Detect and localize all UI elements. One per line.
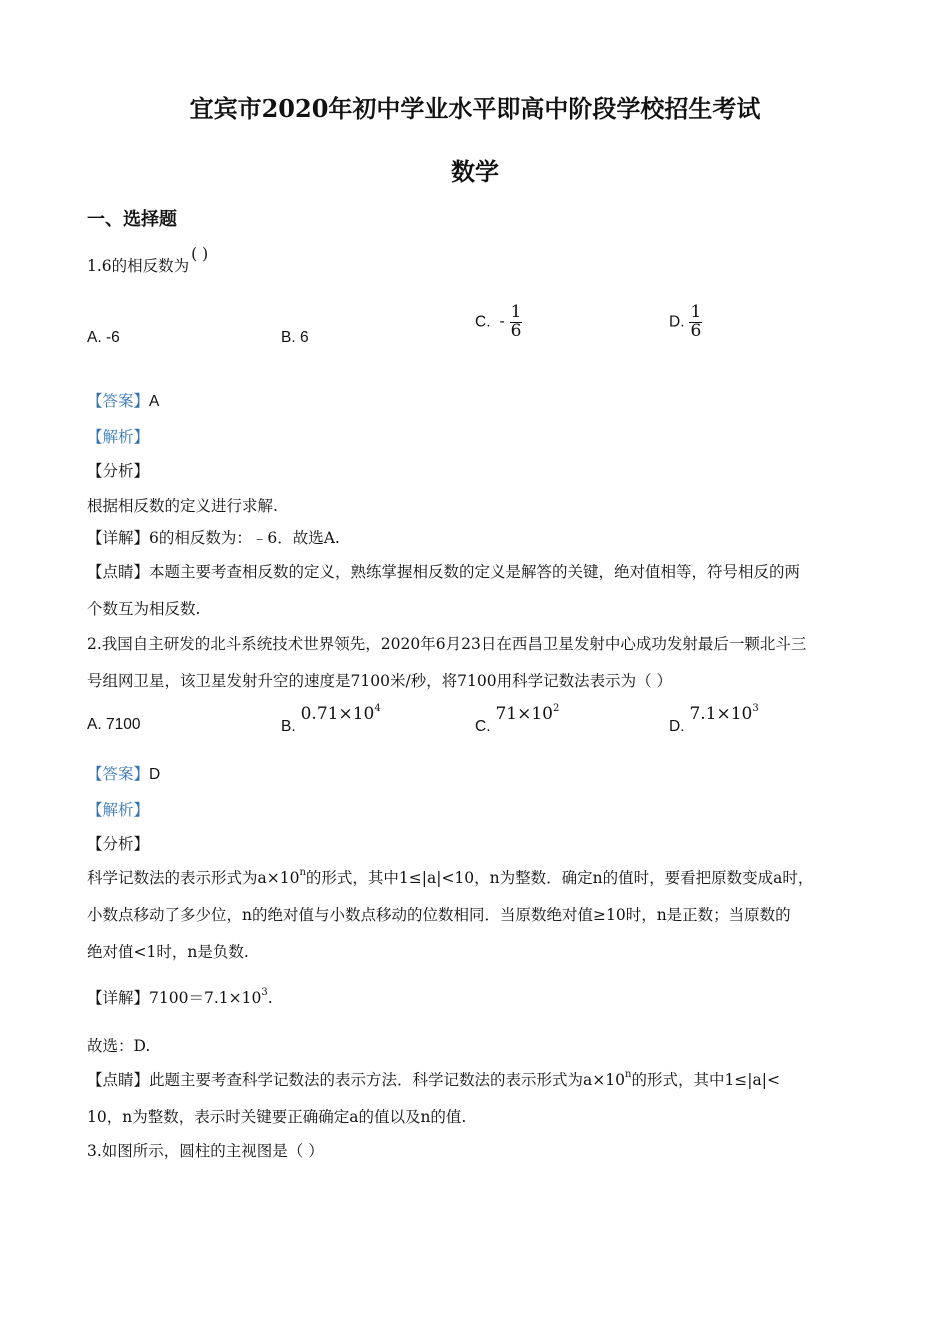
fraction: $\frac{1}{6}$ [690,302,702,341]
section-heading: 一、选择题 [87,209,177,230]
q2-option-d: D. $7.1\times 10^3$ [669,703,759,735]
q2-stem-line2: 号组网卫星，该卫星发射升空的速度是7100米/秒，将7100用科学记数法表示为（ ） [87,672,673,690]
q2-option-c: C. $71\times 10^2$ [475,703,560,735]
doc-title: 宜宾市2020年初中学业水平即高中阶段学校招生考试 [189,94,761,123]
q2-conclusion: 故选：D. [87,1037,151,1055]
q1-dianjing: 【点睛】本题主要考查相反数的定义，熟练掌握相反数的定义是解答的关键，绝对值相等，符号相反的两 [87,563,801,581]
q1-option-a: A. -6 [87,329,120,346]
q1-fenxi-tag: 【分析】 [87,462,150,480]
q1-answer: 【答案】A [87,392,160,410]
q2-fenxi-tag: 【分析】 [87,835,150,853]
q2-stem-line1: 2.我国自主研发的北斗系统技术世界领先，2020年6月23日在西昌卫星发射中心成功发射最后一颗北斗三 [87,635,807,653]
q2-jiexi-tag: 【解析】 [87,801,150,819]
q2-dianjing-cont: 10，n为整数，表示时关键要正确确定a的值以及n的值. [87,1108,467,1126]
q2-option-b: B. $0.71\times 10^4$ [281,703,381,735]
q2-detail: 【详解】$7100=7.1\times 10^3$. [87,987,273,1007]
q2-option-a: A. 7100 [87,716,141,733]
q2-fenxi-line3: 绝对值<1时，n是负数. [87,943,249,961]
q1-stem: 1.6的相反数为( ) [87,245,209,275]
q2-fenxi-line2: 小数点移动了多少位，n的绝对值与小数点移动的位数相同．当原数绝对值≥10时，n是正数；当原数的 [87,906,791,924]
q1-detail: 【详解】6的相反数为：﹣6．故选A. [87,529,340,547]
q2-answer: 【答案】D [87,765,161,783]
q2-fenxi-line1: 科学记数法的表示形式为$a\times 10^n$的形式，其中1≤|a|<10，n为整数．确定n的值时，要看把原数变成a时， [87,867,814,887]
q3-stem: 3.如图所示，圆柱的主视图是（ ） [87,1142,324,1160]
q1-option-b: B. 6 [281,329,309,346]
doc-subtitle: 数学 [451,157,499,186]
q1-jiexi-tag: 【解析】 [87,428,150,446]
q1-fenxi-text: 根据相反数的定义进行求解. [87,497,278,515]
q1-option-d: D. $\frac{1}{6}$ [669,302,702,341]
fraction: $\frac{1}{6}$ [510,302,522,341]
q1-dianjing-cont: 个数互为相反数. [87,600,201,618]
q2-dianjing: 【点睛】此题主要考查科学记数法的表示方法．科学记数法的表示形式为$a\times 10^n$的形式，其中1≤|a|< [87,1069,780,1089]
q1-option-c: C. - $\frac{1}{6}$ [475,302,522,341]
